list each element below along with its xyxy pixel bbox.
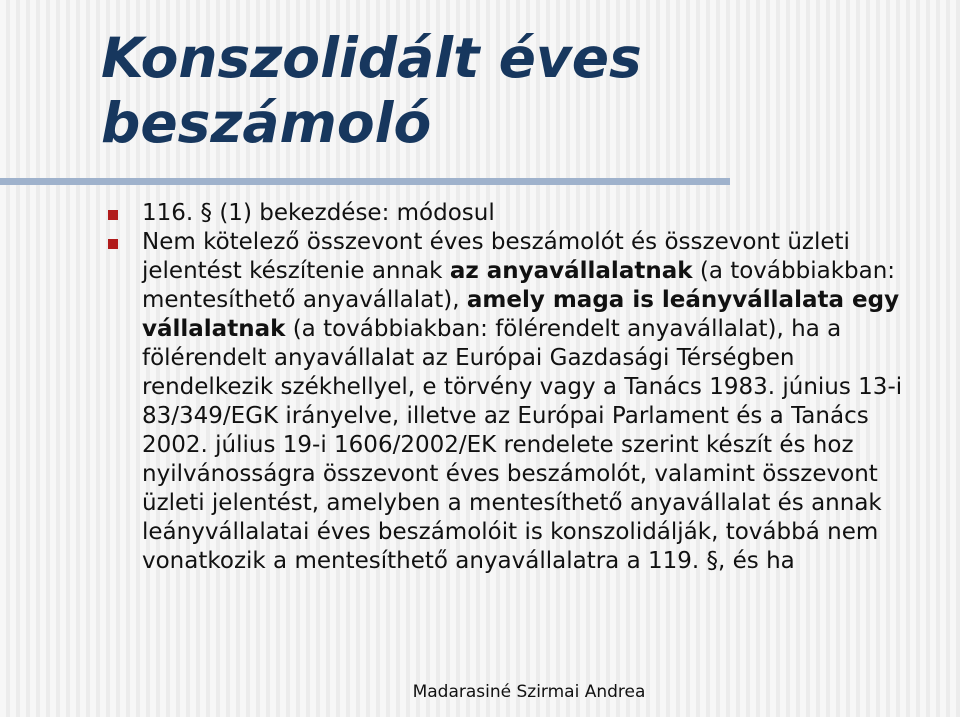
footer-author: Madarasiné Szirmai Andrea [412, 682, 646, 702]
slide-title-line-2: beszámoló [101, 91, 432, 155]
square-bullet-icon [108, 210, 118, 220]
bullet-2-emphasis-subsidiary: amely maga is leányvállalata egy vállalatnak [142, 287, 900, 342]
bullet-1-text: 116. § (1) bekezdése: módosul [142, 200, 495, 226]
bullet-text-1 [142, 200, 495, 226]
bullet-text-2 [142, 229, 902, 574]
slide-title-line-1: Konszolidált éves [101, 26, 642, 90]
title-underline-rule [0, 178, 730, 185]
square-bullet-icon [108, 239, 118, 249]
bullet-2-emphasis-parent: az anyavállalatnak [449, 258, 693, 284]
bullet-list [108, 199, 918, 576]
bullet-2-text-intro: Nem kötelező összevont éves beszámolót és összevont üzleti jelentést készítenie annak [142, 229, 850, 284]
bullet-2-text-rest: (a továbbiakban: fölérendelt anyavállalat), ha a fölérendelt anyavállalat az Európai Gazdasági Térségben rendelkezik székhellyel, e törvény vagy a Tanács 1983. június 13-i 83/349/EGK irányelve, illetve az Európai Parlament és a Tanács 2002. július 19-i 1606/2002/EK rendelete szerint készít és hoz nyilvánosságra összevont éves beszámolót, valamint összevont üzleti jelentést, amelyben a mentesíthető anyavállalat és annak leányvállalatai éves beszámolóit is konszolidálják, továbbá nem vonatkozik a mentesíthető anyavállalatra a 119. §, és ha [142, 316, 903, 574]
slide-title [101, 26, 642, 156]
bullet-2-text-definition: (a továbbiakban: mentesíthető anyavállalat), [142, 258, 896, 313]
bullet-item-2 [108, 228, 918, 576]
bullet-item-1 [108, 199, 918, 228]
